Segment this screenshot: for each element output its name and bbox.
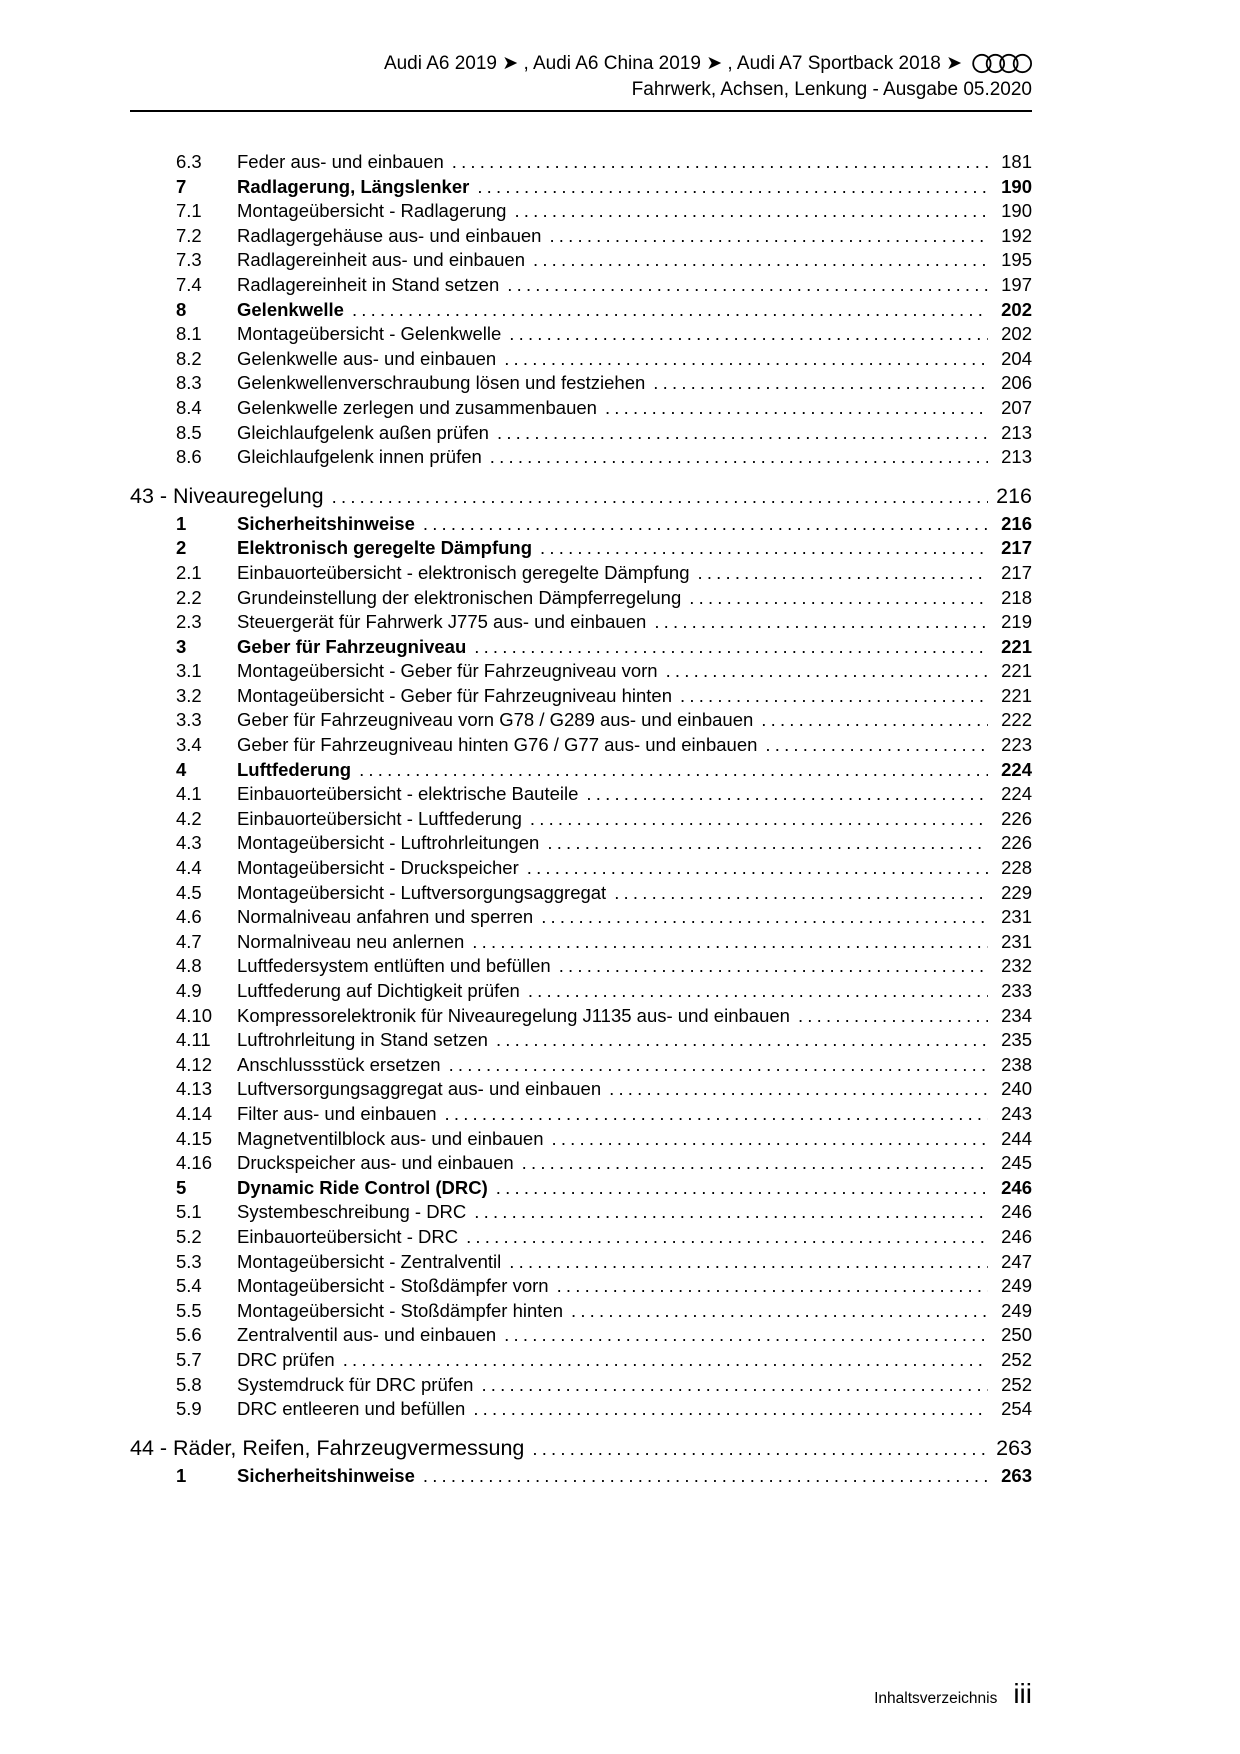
entry-page: 263 [1001, 1464, 1032, 1486]
entry-number: 8.5 [176, 421, 202, 443]
dotted-leader [540, 536, 988, 561]
entry-page: 252 [1001, 1348, 1032, 1370]
entry-number: 4.14 [176, 1102, 213, 1124]
entry-title: Gelenkwelle zerlegen und zusammenbauen [237, 396, 597, 418]
toc-entry [130, 1250, 1032, 1275]
entry-title: Gleichlaufgelenk innen prüfen [237, 446, 482, 468]
dotted-leader [552, 1127, 989, 1152]
entry-number: 3.3 [176, 709, 202, 731]
entry-page: 213 [1001, 446, 1032, 468]
entry-page: 228 [1001, 857, 1032, 879]
toc-entry [130, 1299, 1032, 1324]
entry-page: 245 [1001, 1152, 1032, 1174]
dotted-leader [571, 1299, 988, 1324]
toc-entry [130, 199, 1032, 224]
entry-page: 217 [1001, 561, 1032, 583]
toc-entry [130, 586, 1032, 611]
entry-title: Steuergerät für Fahrwerk J775 aus- und einbauen [237, 611, 647, 633]
entry-title: Radlagereinheit aus- und einbauen [237, 249, 525, 271]
toc-entry [130, 1433, 1032, 1464]
dotted-leader [481, 1373, 988, 1398]
entry-title: Montageübersicht - Gelenkwelle [237, 323, 502, 345]
entry-title: Montageübersicht - Luftrohrleitungen [237, 832, 540, 854]
dotted-leader [614, 881, 988, 906]
entry-page: 202 [1001, 298, 1032, 320]
toc-entry [130, 1397, 1032, 1422]
dotted-leader [474, 635, 988, 660]
entry-page: 229 [1001, 881, 1032, 903]
entry-page: 246 [1001, 1201, 1032, 1223]
entry-number: 3.1 [176, 660, 202, 682]
footer-label: Inhaltsverzeichnis [874, 1690, 998, 1707]
entry-number: 4.12 [176, 1053, 213, 1075]
dotted-leader [530, 807, 988, 832]
entry-page: 231 [1001, 930, 1032, 952]
entry-title: Gelenkwelle [237, 298, 344, 320]
entry-number: 4.11 [176, 1029, 211, 1051]
entry-title: Dynamic Ride Control (DRC) [237, 1176, 488, 1198]
dotted-leader [473, 1397, 988, 1422]
toc-entry [130, 635, 1032, 660]
dotted-leader [332, 481, 988, 512]
toc-entry [130, 1200, 1032, 1225]
dotted-leader [466, 1225, 988, 1250]
entry-title: DRC entleeren und befüllen [237, 1398, 466, 1420]
entry-title: Montageübersicht - Geber für Fahrzeugniveau vorn [237, 660, 658, 682]
entry-number: 5.8 [176, 1373, 202, 1395]
header-models-text: Audi A6 2019 ➤ , Audi A6 China 2019 ➤ , Audi A7 Sportback 2018 ➤ [383, 53, 962, 74]
entry-title: Montageübersicht - Druckspeicher [237, 857, 519, 879]
dotted-leader [496, 1028, 988, 1053]
entry-page: 224 [1001, 758, 1032, 780]
toc-entry [130, 1004, 1032, 1029]
entry-page: 231 [1001, 906, 1032, 928]
entry-page: 224 [1001, 783, 1032, 805]
dotted-leader [423, 1464, 988, 1489]
entry-page: 252 [1001, 1373, 1032, 1395]
entry-number: 4.15 [176, 1127, 213, 1149]
entry-title: Sicherheitshinweise [237, 1464, 415, 1486]
toc-entry [130, 979, 1032, 1004]
dotted-leader [449, 1053, 988, 1078]
entry-number: 4.8 [176, 955, 202, 977]
toc-entry [130, 224, 1032, 249]
entry-page: 254 [1001, 1398, 1032, 1420]
dotted-leader [547, 831, 988, 856]
entry-title: Radlagereinheit in Stand setzen [237, 273, 500, 295]
entry-page: 223 [1001, 734, 1032, 756]
entry-page: 233 [1001, 980, 1032, 1001]
entry-title: Luftversorgungsaggregat aus- und einbauen [237, 1078, 602, 1100]
entry-page: 238 [1001, 1053, 1032, 1075]
entry-title: 43 - Niveauregelung [130, 483, 324, 508]
entry-number: 4.9 [176, 980, 202, 1001]
dotted-leader [472, 930, 988, 955]
entry-title: Zentralventil aus- und einbauen [237, 1324, 497, 1346]
header-models-row [130, 52, 1032, 75]
toc-entry [130, 1373, 1032, 1398]
entry-number: 7.1 [176, 200, 202, 222]
entry-title: Montageübersicht - Geber für Fahrzeugniveau hinten [237, 684, 673, 706]
entry-title: Luftfedersystem entlüften und befüllen [237, 955, 551, 977]
entry-page: 235 [1001, 1029, 1032, 1051]
dotted-leader [474, 1200, 988, 1225]
entry-number: 5 [176, 1176, 187, 1198]
toc-entry [130, 1176, 1032, 1201]
entry-title: Druckspeicher aus- und einbauen [237, 1152, 514, 1174]
audi-rings-logo [972, 53, 1032, 74]
entry-title: Elektronisch geregelte Dämpfung [237, 537, 533, 559]
toc-entry [130, 831, 1032, 856]
entry-page: 206 [1001, 372, 1032, 394]
entry-page: 181 [1001, 151, 1032, 172]
dotted-leader [653, 371, 988, 396]
entry-title: Feder aus- und einbauen [237, 151, 444, 172]
toc-entry [130, 733, 1032, 758]
entry-page: 219 [1001, 611, 1032, 633]
entry-page: 232 [1001, 955, 1032, 977]
entry-number: 7.4 [176, 273, 202, 295]
entry-page: 190 [1001, 200, 1032, 222]
toc-entry [130, 954, 1032, 979]
entry-page: 226 [1001, 832, 1032, 854]
toc-entry [130, 1274, 1032, 1299]
entry-number: 8 [176, 298, 187, 320]
entry-number: 8.2 [176, 347, 202, 369]
entry-title: 44 - Räder, Reifen, Fahrzeugvermessung [130, 1435, 525, 1460]
entry-number: 4.4 [176, 857, 202, 879]
dotted-leader [504, 1323, 988, 1348]
entry-title: Anschlussstück ersetzen [237, 1053, 441, 1075]
toc [130, 150, 1032, 1488]
dotted-leader [527, 856, 988, 881]
entry-page: 190 [1001, 175, 1032, 197]
page-footer [130, 1678, 1032, 1710]
toc-entry [130, 175, 1032, 200]
entry-number: 6.3 [176, 151, 202, 172]
toc-entry [130, 1028, 1032, 1053]
toc-entry [130, 1348, 1032, 1373]
entry-title: Radlagerung, Längslenker [237, 175, 470, 197]
toc-entry [130, 512, 1032, 537]
entry-title: Systemdruck für DRC prüfen [237, 1373, 474, 1395]
toc-entry [130, 248, 1032, 273]
dotted-leader [541, 905, 988, 930]
entry-number: 4.7 [176, 930, 202, 952]
entry-page: 216 [996, 483, 1032, 508]
entry-page: 263 [996, 1435, 1032, 1460]
entry-title: Luftrohrleitung in Stand setzen [237, 1029, 488, 1051]
entry-page: 249 [1001, 1299, 1032, 1321]
entry-number: 3 [176, 635, 187, 657]
entry-number: 5.9 [176, 1398, 202, 1420]
dotted-leader [528, 979, 988, 1004]
entry-number: 1 [176, 512, 187, 534]
entry-page: 213 [1001, 421, 1032, 443]
toc-entry [130, 930, 1032, 955]
toc-entry [130, 1102, 1032, 1127]
toc-entry [130, 708, 1032, 733]
entry-number: 4.6 [176, 906, 202, 928]
entry-title: Normalniveau neu anlernen [237, 930, 465, 952]
toc-entry [130, 1464, 1032, 1489]
entry-number: 4.2 [176, 807, 202, 829]
dotted-leader [514, 199, 988, 224]
dotted-leader [609, 1077, 988, 1102]
entry-number: 8.1 [176, 323, 202, 345]
dotted-leader [445, 1102, 988, 1127]
dotted-leader [452, 150, 988, 175]
toc-entry [130, 1127, 1032, 1152]
entry-title: Einbauorteübersicht - Luftfederung [237, 807, 522, 829]
dotted-leader [689, 586, 988, 611]
entry-number: 5.5 [176, 1299, 202, 1321]
header-subtitle: Fahrwerk, Achsen, Lenkung - Ausgabe 05.2020 [631, 79, 1032, 100]
entry-page: 218 [1001, 586, 1032, 608]
toc-entry [130, 1053, 1032, 1078]
entry-title: DRC prüfen [237, 1348, 335, 1370]
entry-number: 4.1 [176, 783, 202, 805]
entry-number: 4.13 [176, 1078, 213, 1100]
entry-number: 4.5 [176, 881, 202, 903]
entry-number: 5.3 [176, 1250, 202, 1272]
toc-entry [130, 421, 1032, 446]
entry-number: 5.6 [176, 1324, 202, 1346]
entry-number: 7.2 [176, 224, 202, 246]
dotted-leader [507, 273, 988, 298]
dotted-leader [423, 512, 988, 537]
toc-entry [130, 481, 1032, 512]
toc-entry [130, 445, 1032, 470]
toc-entry [130, 905, 1032, 930]
toc-entry [130, 1323, 1032, 1348]
entry-title: Geber für Fahrzeugniveau hinten G76 / G77 aus- und einbauen [237, 734, 758, 756]
toc-entry [130, 273, 1032, 298]
entry-page: 250 [1001, 1324, 1032, 1346]
entry-page: 226 [1001, 807, 1032, 829]
entry-number: 8.6 [176, 446, 202, 468]
dotted-leader [666, 659, 988, 684]
toc-entry [130, 1225, 1032, 1250]
entry-title: Gleichlaufgelenk außen prüfen [237, 421, 489, 443]
entry-number: 5.7 [176, 1348, 202, 1370]
entry-number: 2.3 [176, 611, 202, 633]
toc-entry [130, 322, 1032, 347]
toc-entry [130, 1077, 1032, 1102]
dotted-leader [533, 248, 988, 273]
entry-number: 5.2 [176, 1225, 202, 1247]
entry-page: 221 [1001, 660, 1032, 682]
entry-page: 202 [1001, 323, 1032, 345]
entry-page: 243 [1001, 1102, 1032, 1124]
toc-entry [130, 807, 1032, 832]
entry-page: 216 [1001, 512, 1032, 534]
dotted-leader [509, 322, 988, 347]
dotted-leader [477, 175, 988, 200]
entry-title: Gelenkwelle aus- und einbauen [237, 347, 497, 369]
dotted-leader [798, 1004, 988, 1029]
dotted-leader [654, 610, 988, 635]
entry-page: 240 [1001, 1078, 1032, 1100]
entry-page: 244 [1001, 1127, 1032, 1149]
entry-page: 247 [1001, 1250, 1032, 1272]
entry-title: Montageübersicht - Stoßdämpfer vorn [237, 1275, 549, 1297]
entry-page: 246 [1001, 1176, 1032, 1198]
dotted-leader [765, 733, 988, 758]
toc-entry [130, 684, 1032, 709]
dotted-leader [343, 1348, 988, 1373]
entry-number: 2 [176, 537, 187, 559]
toc-entry [130, 782, 1032, 807]
entry-number: 4.16 [176, 1152, 213, 1174]
entry-title: Grundeinstellung der elektronischen Dämpferregelung [237, 586, 682, 608]
dotted-leader [504, 347, 988, 372]
entry-number: 8.4 [176, 396, 202, 418]
entry-page: 249 [1001, 1275, 1032, 1297]
dotted-leader [586, 782, 988, 807]
entry-number: 4.3 [176, 832, 202, 854]
dotted-leader [509, 1250, 988, 1275]
entry-title: Magnetventilblock aus- und einbauen [237, 1127, 544, 1149]
entry-title: Filter aus- und einbauen [237, 1102, 437, 1124]
toc-entry [130, 881, 1032, 906]
entry-title: Luftfederung [237, 758, 352, 780]
entry-title: Montageübersicht - Zentralventil [237, 1250, 502, 1272]
toc-entry [130, 396, 1032, 421]
entry-title: Montageübersicht - Luftversorgungsaggregat [237, 881, 607, 903]
dotted-leader [559, 954, 988, 979]
entry-title: Kompressorelektronik für Niveauregelung J1135 aus- und einbauen [237, 1004, 790, 1026]
toc-entry [130, 1151, 1032, 1176]
entry-page: 222 [1001, 709, 1032, 731]
entry-page: 246 [1001, 1225, 1032, 1247]
entry-page: 197 [1001, 273, 1032, 295]
entry-title: Luftfederung auf Dichtigkeit prüfen [237, 980, 520, 1001]
entry-number: 5.4 [176, 1275, 202, 1297]
entry-number: 5.1 [176, 1201, 202, 1223]
entry-title: Normalniveau anfahren und sperren [237, 906, 534, 928]
entry-title: Geber für Fahrzeugniveau [237, 635, 467, 657]
dotted-leader [761, 708, 988, 733]
dotted-leader [557, 1274, 988, 1299]
entry-page: 195 [1001, 249, 1032, 271]
entry-page: 217 [1001, 537, 1032, 559]
dotted-leader [352, 298, 988, 323]
entry-number: 7.3 [176, 249, 202, 271]
entry-number: 2.1 [176, 561, 202, 583]
toc-entry [130, 536, 1032, 561]
toc-entry [130, 758, 1032, 783]
entry-title: Gelenkwellenverschraubung lösen und festziehen [237, 372, 646, 394]
entry-number: 4 [176, 758, 187, 780]
dotted-leader [605, 396, 988, 421]
toc-entry [130, 298, 1032, 323]
toc-entry [130, 610, 1032, 635]
page-header [130, 52, 1032, 112]
dotted-leader [496, 1176, 988, 1201]
entry-title: Montageübersicht - Stoßdämpfer hinten [237, 1299, 563, 1321]
entry-page: 204 [1001, 347, 1032, 369]
entry-page: 221 [1001, 635, 1032, 657]
toc-entry [130, 659, 1032, 684]
dotted-leader [497, 421, 988, 446]
dotted-leader [680, 684, 988, 709]
footer-page-number: iii [1013, 1678, 1032, 1709]
dotted-leader [490, 445, 988, 470]
dotted-leader [697, 561, 988, 586]
entry-number: 2.2 [176, 586, 202, 608]
dotted-leader [549, 224, 988, 249]
entry-number: 1 [176, 1464, 187, 1486]
entry-number: 3.4 [176, 734, 202, 756]
toc-entry [130, 347, 1032, 372]
entry-title: Sicherheitshinweise [237, 512, 415, 534]
toc-entry [130, 371, 1032, 396]
toc-entry [130, 856, 1032, 881]
entry-page: 234 [1001, 1004, 1032, 1026]
entry-number: 3.2 [176, 684, 202, 706]
entry-number: 7 [176, 175, 187, 197]
entry-title: Geber für Fahrzeugniveau vorn G78 / G289 aus- und einbauen [237, 709, 754, 731]
toc-entry [130, 150, 1032, 175]
dotted-leader [359, 758, 988, 783]
entry-title: Radlagergehäuse aus- und einbauen [237, 224, 542, 246]
dotted-leader [522, 1151, 988, 1176]
entry-number: 4.10 [176, 1004, 213, 1026]
entry-title: Systembeschreibung - DRC [237, 1201, 467, 1223]
entry-title: Montageübersicht - Radlagerung [237, 200, 507, 222]
dotted-leader [532, 1433, 988, 1464]
entry-title: Einbauorteübersicht - elektronisch geregelte Dämpfung [237, 561, 690, 583]
entry-page: 192 [1001, 224, 1032, 246]
entry-number: 8.3 [176, 372, 202, 394]
entry-title: Einbauorteübersicht - elektrische Bauteile [237, 783, 579, 805]
entry-page: 221 [1001, 684, 1032, 706]
entry-title: Einbauorteübersicht - DRC [237, 1225, 459, 1247]
toc-entry [130, 561, 1032, 586]
entry-page: 207 [1001, 396, 1032, 418]
